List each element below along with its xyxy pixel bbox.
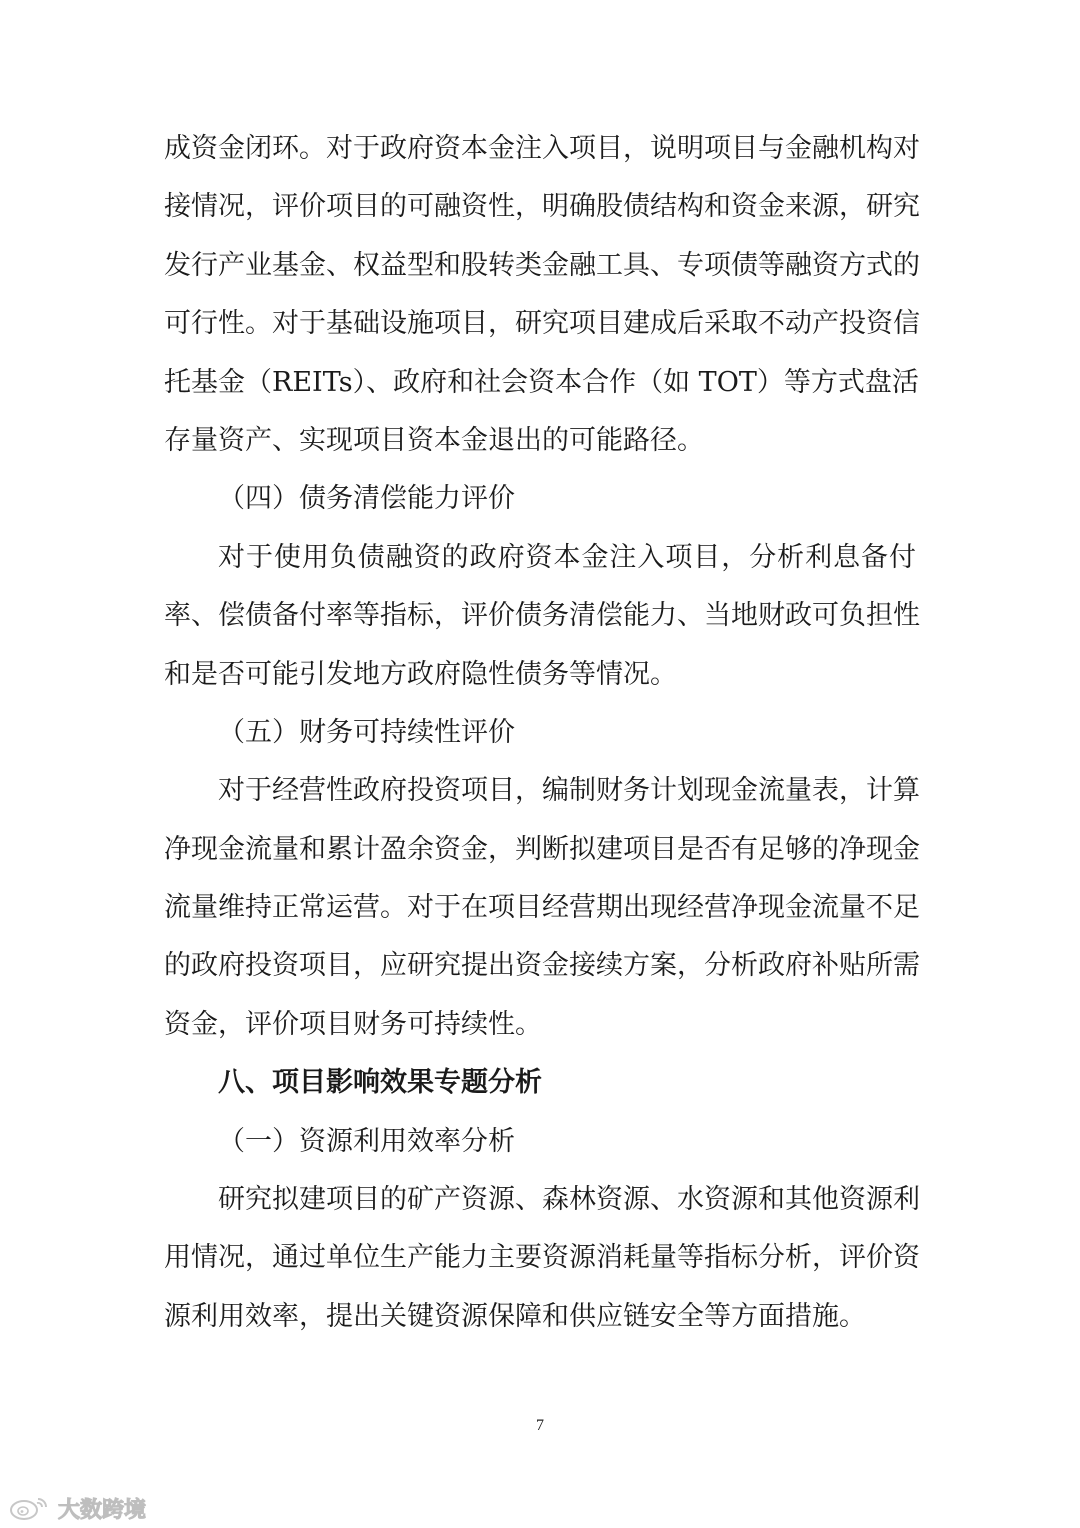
watermark-text: 大数跨境 <box>58 1497 147 1523</box>
text-line: 对于经营性政府投资项目，编制财务计划现金流量表，计算 <box>218 775 920 807</box>
text-line: 成资金闭环。对于政府资本金注入项目，说明项目与金融机构对 <box>164 133 920 164</box>
text-line: 流量维持正常运营。对于在项目经营期出现经营净现金流量不足 <box>164 892 920 924</box>
text-line: 的政府投资项目，应研究提出资金接续方案，分析政府补贴所需 <box>164 950 920 982</box>
section-heading-5: （五）财务可持续性评价 <box>218 716 515 748</box>
page-number: 7 <box>536 1417 544 1434</box>
text-line: 对于使用负债融资的政府资本金注入项目，分析利息备付 <box>218 541 916 573</box>
watermark <box>8 1493 146 1523</box>
text-line: 源利用效率，提出关键资源保障和供应链安全等方面措施。 <box>164 1300 866 1332</box>
chapter-heading-8: 八、项目影响效果专题分析 <box>218 1067 542 1099</box>
text-line: 可行性。对于基础设施项目，研究项目建成后采取不动产投资信 <box>164 308 920 340</box>
text-line: 托基金（REITs）、政府和社会资本合作（如 TOT）等方式盘活 <box>164 366 919 398</box>
page-content <box>164 120 920 1346</box>
text-line: 存量资产、实现项目资本金退出的可能路径。 <box>164 424 704 456</box>
weibo-logo-icon <box>8 1495 52 1521</box>
text-line: 发行产业基金、权益型和股转类金融工具、专项债等融资方式的 <box>164 249 920 281</box>
text-line: 净现金流量和累计盈余资金，判断拟建项目是否有足够的净现金 <box>164 833 920 865</box>
text-line: 资金，评价项目财务可持续性。 <box>164 1008 542 1040</box>
text-line: 研究拟建项目的矿产资源、森林资源、水资源和其他资源利 <box>218 1184 920 1216</box>
section-heading-4: （四）债务清偿能力评价 <box>218 483 515 515</box>
text-line: 用情况，通过单位生产能力主要资源消耗量等指标分析，评价资 <box>164 1242 920 1274</box>
text-line: 接情况，评价项目的可融资性，明确股债结构和资金来源，研究 <box>164 191 920 223</box>
text-line: 和是否可能引发地方政府隐性债务等情况。 <box>164 658 677 690</box>
section-heading-8-1: （一）资源利用效率分析 <box>218 1125 515 1157</box>
text-line: 率、偿债备付率等指标，评价债务清偿能力、当地财政可负担性 <box>164 600 920 632</box>
